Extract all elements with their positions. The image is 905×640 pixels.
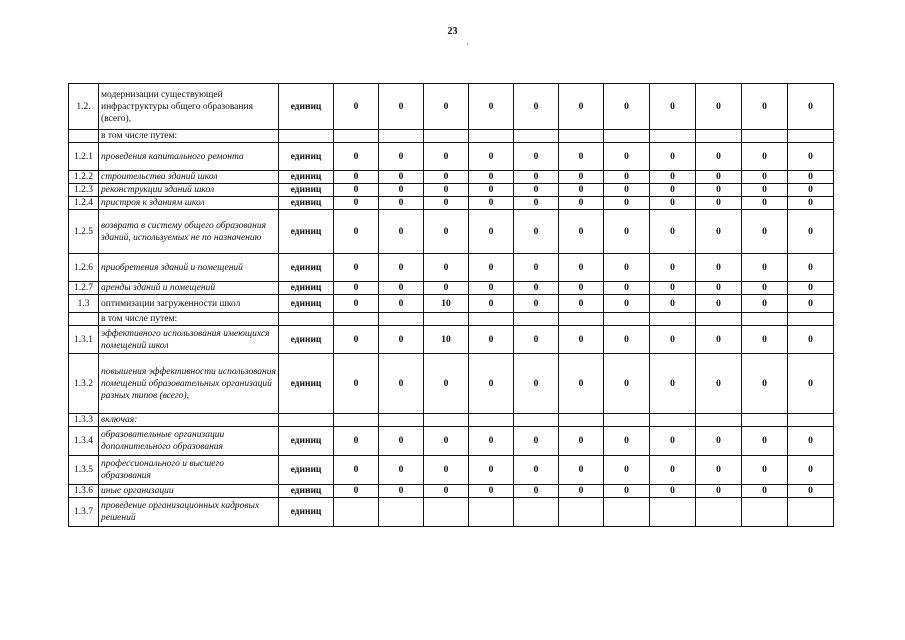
value-cell [604, 130, 650, 143]
value-cell: 0 [424, 254, 469, 282]
value-cell: 0 [514, 456, 559, 485]
value-cell [424, 313, 469, 326]
value-cell: 0 [788, 254, 834, 282]
row-number: 1.3 [69, 295, 99, 313]
value-cell: 0 [514, 184, 559, 197]
value-cell: 0 [742, 282, 788, 295]
row-unit: единиц [279, 143, 334, 171]
value-cell: 0 [559, 84, 604, 130]
value-cell: 0 [696, 354, 742, 414]
row-unit: единиц [279, 427, 334, 456]
value-cell: 0 [559, 456, 604, 485]
row-number: 1.2.1 [69, 143, 99, 171]
row-unit [279, 313, 334, 326]
row-number: 1.2.6 [69, 254, 99, 282]
value-cell: 0 [379, 210, 424, 254]
row-description: реконструкции зданий школ [99, 184, 279, 197]
value-cell [696, 130, 742, 143]
value-cell: 0 [379, 184, 424, 197]
table-row [69, 171, 834, 184]
value-cell: 0 [469, 295, 514, 313]
value-cell: 0 [559, 295, 604, 313]
value-cell: 0 [559, 485, 604, 498]
value-cell [514, 498, 559, 527]
value-cell: 0 [788, 84, 834, 130]
value-cell: 0 [696, 282, 742, 295]
value-cell: 0 [334, 354, 379, 414]
value-cell [379, 414, 424, 427]
value-cell: 0 [559, 282, 604, 295]
value-cell: 0 [696, 197, 742, 210]
value-cell: 0 [559, 254, 604, 282]
row-unit: единиц [279, 84, 334, 130]
value-cell: 0 [604, 171, 650, 184]
value-cell: 0 [424, 354, 469, 414]
value-cell [514, 130, 559, 143]
value-cell: 0 [334, 197, 379, 210]
table-row [69, 254, 834, 282]
row-description: аренды зданий и помещений [99, 282, 279, 295]
row-unit: единиц [279, 184, 334, 197]
row-unit: единиц [279, 171, 334, 184]
value-cell: 0 [742, 326, 788, 354]
value-cell: 0 [469, 210, 514, 254]
value-cell [469, 414, 514, 427]
value-cell: 0 [469, 282, 514, 295]
value-cell [788, 498, 834, 527]
value-cell: 0 [559, 143, 604, 171]
value-cell: 0 [379, 427, 424, 456]
value-cell: 0 [742, 184, 788, 197]
row-number: 1.2.3 [69, 184, 99, 197]
value-cell [742, 498, 788, 527]
row-unit: единиц [279, 295, 334, 313]
value-cell: 0 [742, 171, 788, 184]
value-cell: 0 [696, 171, 742, 184]
table-row [69, 485, 834, 498]
row-description: эффективного использования имеющихся помещений школ [99, 326, 279, 354]
value-cell [334, 130, 379, 143]
value-cell: 0 [514, 326, 559, 354]
page-number: 23 [447, 26, 458, 37]
value-cell: 0 [514, 427, 559, 456]
row-unit: единиц [279, 485, 334, 498]
value-cell: 0 [424, 84, 469, 130]
value-cell: 0 [604, 184, 650, 197]
value-cell: 0 [469, 171, 514, 184]
value-cell: 0 [559, 354, 604, 414]
value-cell: 0 [514, 282, 559, 295]
table-row [69, 143, 834, 171]
value-cell: 0 [379, 84, 424, 130]
value-cell [742, 130, 788, 143]
row-description: включая: [99, 414, 279, 427]
value-cell: 0 [604, 254, 650, 282]
value-cell: 0 [650, 143, 696, 171]
value-cell: 0 [788, 354, 834, 414]
value-cell [559, 130, 604, 143]
row-number: 1.3.6 [69, 485, 99, 498]
table-row [69, 456, 834, 485]
value-cell: 0 [742, 485, 788, 498]
value-cell: 0 [424, 171, 469, 184]
value-cell: 0 [379, 143, 424, 171]
value-cell: 0 [788, 485, 834, 498]
row-description: строительства зданий школ [99, 171, 279, 184]
row-number: 1.3.5 [69, 456, 99, 485]
value-cell: 0 [559, 171, 604, 184]
value-cell: 0 [650, 197, 696, 210]
value-cell [742, 313, 788, 326]
value-cell: 0 [514, 84, 559, 130]
value-cell: 0 [514, 171, 559, 184]
value-cell: 0 [650, 295, 696, 313]
value-cell [650, 313, 696, 326]
table-row [69, 313, 834, 326]
value-cell [696, 313, 742, 326]
table-row [69, 498, 834, 527]
row-description: проведения капитального ремонта [99, 143, 279, 171]
value-cell: 0 [424, 143, 469, 171]
value-cell: 0 [379, 354, 424, 414]
value-cell [696, 414, 742, 427]
value-cell: 0 [514, 143, 559, 171]
value-cell: 0 [604, 295, 650, 313]
value-cell [604, 498, 650, 527]
row-description: приобретения зданий и помещений [99, 254, 279, 282]
value-cell [334, 313, 379, 326]
value-cell: 0 [604, 210, 650, 254]
value-cell: 0 [379, 171, 424, 184]
value-cell: 0 [424, 184, 469, 197]
value-cell [424, 414, 469, 427]
value-cell: 0 [604, 485, 650, 498]
row-unit: единиц [279, 326, 334, 354]
value-cell [650, 414, 696, 427]
row-unit: единиц [279, 210, 334, 254]
value-cell: 0 [650, 171, 696, 184]
value-cell: 0 [334, 485, 379, 498]
value-cell: 0 [334, 184, 379, 197]
value-cell: 0 [424, 485, 469, 498]
value-cell: 0 [469, 197, 514, 210]
value-cell [424, 498, 469, 527]
value-cell: 0 [559, 184, 604, 197]
value-cell: 0 [514, 354, 559, 414]
row-unit [279, 414, 334, 427]
value-cell: 0 [334, 456, 379, 485]
table-row [69, 414, 834, 427]
table-row [69, 197, 834, 210]
value-cell: 0 [334, 427, 379, 456]
value-cell: 0 [379, 282, 424, 295]
row-unit: единиц [279, 282, 334, 295]
value-cell [650, 130, 696, 143]
table-row [69, 326, 834, 354]
table-row [69, 84, 834, 130]
value-cell: 0 [559, 197, 604, 210]
value-cell: 0 [334, 84, 379, 130]
value-cell: 0 [334, 143, 379, 171]
value-cell: 0 [650, 456, 696, 485]
value-cell: 0 [559, 326, 604, 354]
value-cell: 0 [604, 197, 650, 210]
value-cell: 0 [650, 282, 696, 295]
value-cell [469, 313, 514, 326]
value-cell: 0 [742, 84, 788, 130]
value-cell: 0 [424, 427, 469, 456]
value-cell [559, 313, 604, 326]
row-description: образовательные организации дополнительного образования [99, 427, 279, 456]
value-cell [650, 498, 696, 527]
value-cell: 0 [650, 326, 696, 354]
value-cell: 0 [742, 210, 788, 254]
value-cell: 0 [650, 184, 696, 197]
value-cell: 0 [514, 485, 559, 498]
row-unit: единиц [279, 254, 334, 282]
table-row [69, 210, 834, 254]
row-number [69, 130, 99, 143]
value-cell: 0 [650, 254, 696, 282]
value-cell [604, 313, 650, 326]
value-cell: 0 [379, 326, 424, 354]
value-cell: 0 [604, 282, 650, 295]
value-cell: 0 [604, 143, 650, 171]
row-description: пристроя к зданиям школ [99, 197, 279, 210]
value-cell: 0 [696, 427, 742, 456]
value-cell: 0 [696, 143, 742, 171]
value-cell [379, 313, 424, 326]
value-cell: 0 [514, 197, 559, 210]
value-cell: 0 [469, 254, 514, 282]
row-number: 1.2.2 [69, 171, 99, 184]
value-cell: 0 [788, 171, 834, 184]
value-cell: 0 [650, 427, 696, 456]
value-cell: 0 [469, 143, 514, 171]
value-cell: 0 [788, 197, 834, 210]
value-cell [788, 130, 834, 143]
table-row [69, 130, 834, 143]
value-cell: 0 [650, 485, 696, 498]
value-cell: 0 [696, 485, 742, 498]
value-cell: 0 [742, 143, 788, 171]
value-cell [379, 130, 424, 143]
value-cell [514, 414, 559, 427]
value-cell: 0 [696, 456, 742, 485]
value-cell: 0 [334, 282, 379, 295]
value-cell [559, 414, 604, 427]
value-cell [334, 498, 379, 527]
value-cell [424, 130, 469, 143]
value-cell: 0 [424, 210, 469, 254]
value-cell: 0 [379, 456, 424, 485]
row-unit: единиц [279, 354, 334, 414]
value-cell: 0 [334, 210, 379, 254]
value-cell: 0 [424, 197, 469, 210]
value-cell: 0 [424, 456, 469, 485]
value-cell [379, 498, 424, 527]
value-cell: 0 [696, 184, 742, 197]
row-unit [279, 130, 334, 143]
table-row [69, 184, 834, 197]
value-cell: 0 [788, 143, 834, 171]
value-cell: 0 [469, 427, 514, 456]
value-cell: 10 [424, 295, 469, 313]
value-cell [788, 313, 834, 326]
table-row [69, 354, 834, 414]
row-unit: единиц [279, 456, 334, 485]
value-cell: 0 [604, 456, 650, 485]
row-number: 1.2. [69, 84, 99, 130]
value-cell: 10 [424, 326, 469, 354]
value-cell: 0 [650, 354, 696, 414]
value-cell: 0 [379, 485, 424, 498]
row-unit: единиц [279, 197, 334, 210]
row-number: 1.3.2 [69, 354, 99, 414]
value-cell: 0 [469, 456, 514, 485]
row-number: 1.3.3 [69, 414, 99, 427]
data-table [68, 83, 834, 527]
value-cell: 0 [469, 84, 514, 130]
value-cell: 0 [604, 427, 650, 456]
value-cell: 0 [514, 295, 559, 313]
value-cell: 0 [559, 427, 604, 456]
value-cell: 0 [559, 210, 604, 254]
value-cell [514, 313, 559, 326]
value-cell: 0 [334, 254, 379, 282]
value-cell: 0 [469, 485, 514, 498]
row-unit: единиц [279, 498, 334, 527]
row-description: в том числе путем: [99, 313, 279, 326]
value-cell: 0 [514, 254, 559, 282]
value-cell [469, 130, 514, 143]
table-row [69, 295, 834, 313]
row-number: 1.3.1 [69, 326, 99, 354]
value-cell: 0 [788, 282, 834, 295]
table-row [69, 282, 834, 295]
value-cell: 0 [742, 456, 788, 485]
row-description: оптимизации загруженности школ [99, 295, 279, 313]
value-cell: 0 [469, 326, 514, 354]
value-cell: 0 [334, 326, 379, 354]
value-cell: 0 [788, 427, 834, 456]
row-number: 1.3.7 [69, 498, 99, 527]
row-number: 1.2.5 [69, 210, 99, 254]
row-description: профессионального и высшего образования [99, 456, 279, 485]
value-cell: 0 [379, 295, 424, 313]
value-cell: 0 [334, 171, 379, 184]
value-cell [696, 498, 742, 527]
row-number [69, 313, 99, 326]
row-description: повышения эффективности использования помещений образовательных организаций разных типов (всего), [99, 354, 279, 414]
value-cell [742, 414, 788, 427]
value-cell: 0 [742, 197, 788, 210]
value-cell [469, 498, 514, 527]
value-cell: 0 [604, 84, 650, 130]
value-cell: 0 [469, 354, 514, 414]
row-number: 1.2.4 [69, 197, 99, 210]
value-cell: 0 [696, 254, 742, 282]
row-number: 1.3.4 [69, 427, 99, 456]
value-cell [604, 414, 650, 427]
row-description: модернизации существующей инфраструктуры общего образования (всего), [99, 84, 279, 130]
value-cell: 0 [424, 282, 469, 295]
value-cell [559, 498, 604, 527]
value-cell: 0 [742, 427, 788, 456]
value-cell: 0 [696, 84, 742, 130]
table-row [69, 427, 834, 456]
value-cell: 0 [696, 295, 742, 313]
value-cell: 0 [334, 295, 379, 313]
value-cell: 0 [788, 326, 834, 354]
value-cell: 0 [604, 354, 650, 414]
value-cell: 0 [788, 295, 834, 313]
scan-speck: · [466, 40, 469, 49]
row-number: 1.2.7 [69, 282, 99, 295]
value-cell: 0 [788, 184, 834, 197]
value-cell [334, 414, 379, 427]
value-cell: 0 [650, 210, 696, 254]
value-cell: 0 [788, 456, 834, 485]
value-cell: 0 [379, 197, 424, 210]
value-cell: 0 [514, 210, 559, 254]
value-cell: 0 [788, 210, 834, 254]
row-description: проведение организационных кадровых решений [99, 498, 279, 527]
value-cell: 0 [742, 354, 788, 414]
value-cell: 0 [469, 184, 514, 197]
value-cell: 0 [742, 295, 788, 313]
value-cell: 0 [379, 254, 424, 282]
value-cell: 0 [696, 326, 742, 354]
value-cell: 0 [604, 326, 650, 354]
row-description: возврата в систему общего образования зданий, используемых не по назначению [99, 210, 279, 254]
row-description: в том числе путем: [99, 130, 279, 143]
value-cell: 0 [696, 210, 742, 254]
value-cell [788, 414, 834, 427]
value-cell: 0 [742, 254, 788, 282]
row-description: иные организации [99, 485, 279, 498]
value-cell: 0 [650, 84, 696, 130]
